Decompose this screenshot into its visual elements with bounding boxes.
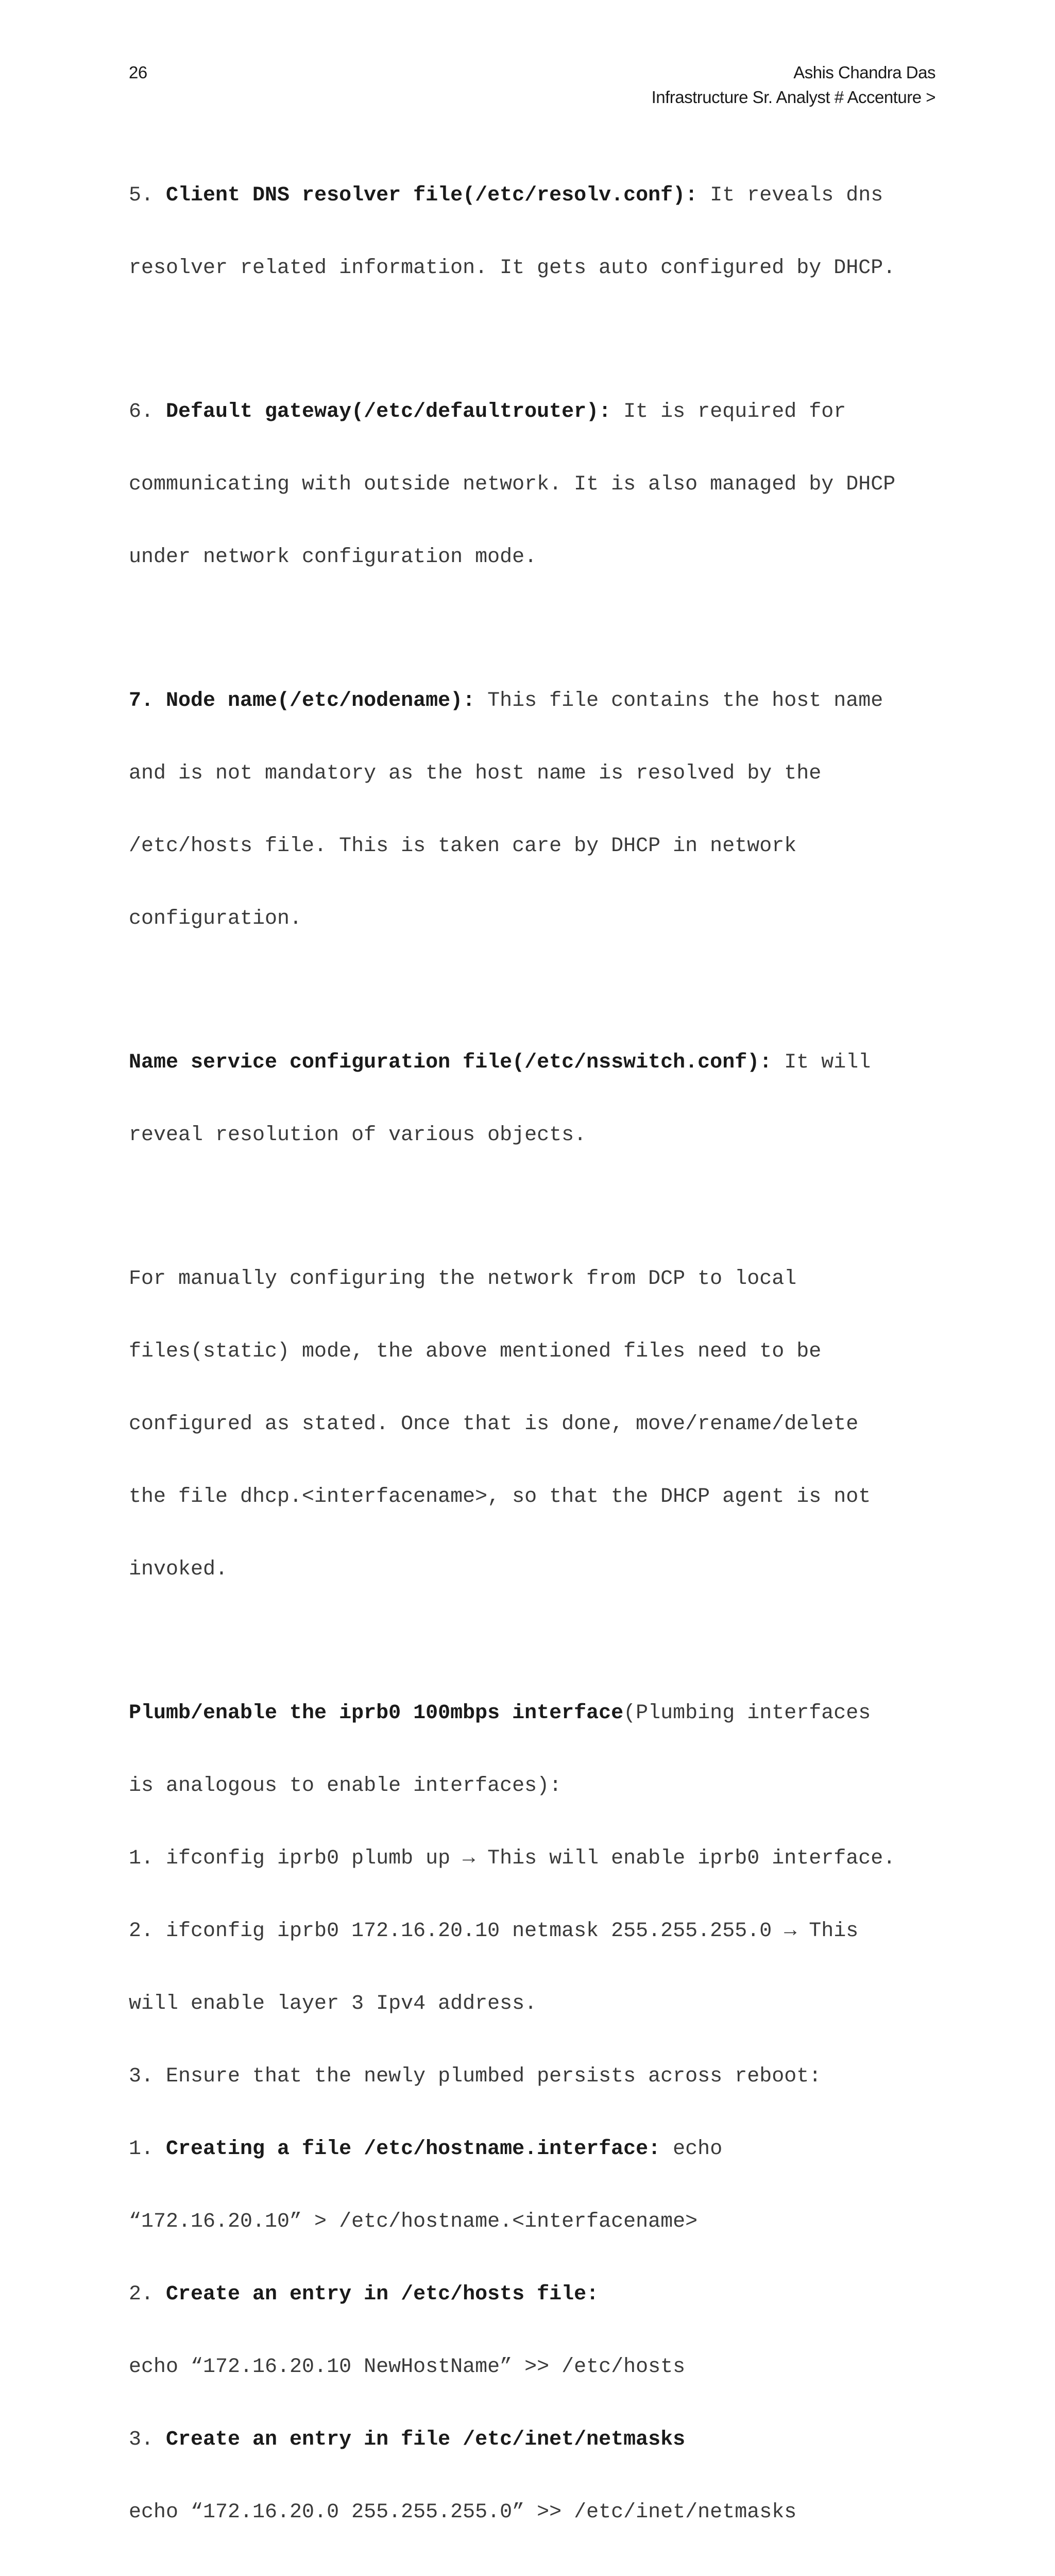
text-line: echo “172.16.20.10 NewHostName” >> /etc/hosts [129, 2355, 686, 2379]
step-title: Creating a file /etc/hostname.interface: [166, 2138, 661, 2161]
step-title: Create an entry in file /etc/inet/netmasks [166, 2428, 686, 2451]
section-nsswitch [129, 1002, 943, 1196]
text-line: will enable layer 3 Ipv4 address. [129, 1992, 537, 2015]
section-resolv-conf [129, 135, 943, 329]
text-line: /etc/hosts file. This is taken care by DHCP in network [129, 835, 797, 858]
section-title: Client DNS resolver file(/etc/resolv.conf): [166, 184, 698, 207]
text-line: is analogous to enable interfaces): [129, 1774, 562, 1798]
section-title: 7. Node name(/etc/nodename): [129, 689, 475, 713]
text-line: For manually configuring the network from DCP to local [129, 1267, 797, 1291]
text-line: This file contains the host name [475, 689, 883, 713]
document-body [129, 135, 943, 2576]
text-line: invoked. [129, 1558, 228, 1581]
text-line: 1. ifconfig iprb0 plumb up → This will enable iprb0 interface. [129, 1847, 896, 1870]
step-title: Create an entry in /etc/hosts file: [166, 2283, 599, 2306]
text-line: “172.16.20.10” > /etc/hostname.<interfacename> [129, 2210, 698, 2233]
spacer [129, 2573, 943, 2576]
section-title: Name service configuration file(/etc/nsswitch.conf): [129, 1051, 772, 1074]
header-author: Ashis Chandra Das [793, 63, 935, 82]
section-title: Plumb/enable the iprb0 100mbps interface [129, 1702, 624, 1725]
item-number: 5. [129, 184, 166, 207]
text-line: 2. ifconfig iprb0 172.16.20.10 netmask 255.255.255.0 → This [129, 1920, 859, 1943]
item-number: 3. [129, 2428, 166, 2451]
text-line: configured as stated. Once that is done, move/rename/delete [129, 1413, 859, 1436]
text-line: and is not mandatory as the host name is resolved by the [129, 762, 822, 785]
section-default-gateway [129, 351, 943, 618]
text-line: under network configuration mode. [129, 546, 537, 569]
text-line: files(static) mode, the above mentioned files need to be [129, 1340, 822, 1363]
item-number: 1. [129, 2138, 166, 2161]
text-line: It will [772, 1051, 871, 1074]
text-line: It is required for [611, 400, 846, 423]
text-line: resolver related information. It gets auto configured by DHCP. [129, 257, 896, 280]
section-manual-config [129, 1218, 943, 1630]
page-number: 26 [129, 63, 147, 82]
text-line: (Plumbing interfaces [623, 1702, 871, 1725]
section-node-name [129, 640, 943, 979]
text-line: 3. Ensure that the newly plumbed persists across reboot: [129, 2065, 822, 2088]
text-line: the file dhcp.<interfacename>, so that the DHCP agent is not [129, 1485, 871, 1509]
text-line: reveal resolution of various objects. [129, 1124, 587, 1147]
header-role: Infrastructure Sr. Analyst # Accenture > [651, 88, 935, 107]
text-line: configuration. [129, 907, 302, 930]
item-number: 2. [129, 2283, 166, 2306]
text-line: echo “172.16.20.0 255.255.255.0” >> /etc/inet/netmasks [129, 2501, 797, 2524]
text-line: echo [660, 2138, 723, 2161]
item-number: 6. [129, 400, 166, 423]
section-title: Default gateway(/etc/defaultrouter): [166, 400, 611, 423]
text-line: It reveals dns [697, 184, 883, 207]
section-plumb-interface [129, 1653, 943, 2573]
text-line: communicating with outside network. It is also managed by DHCP [129, 473, 896, 496]
